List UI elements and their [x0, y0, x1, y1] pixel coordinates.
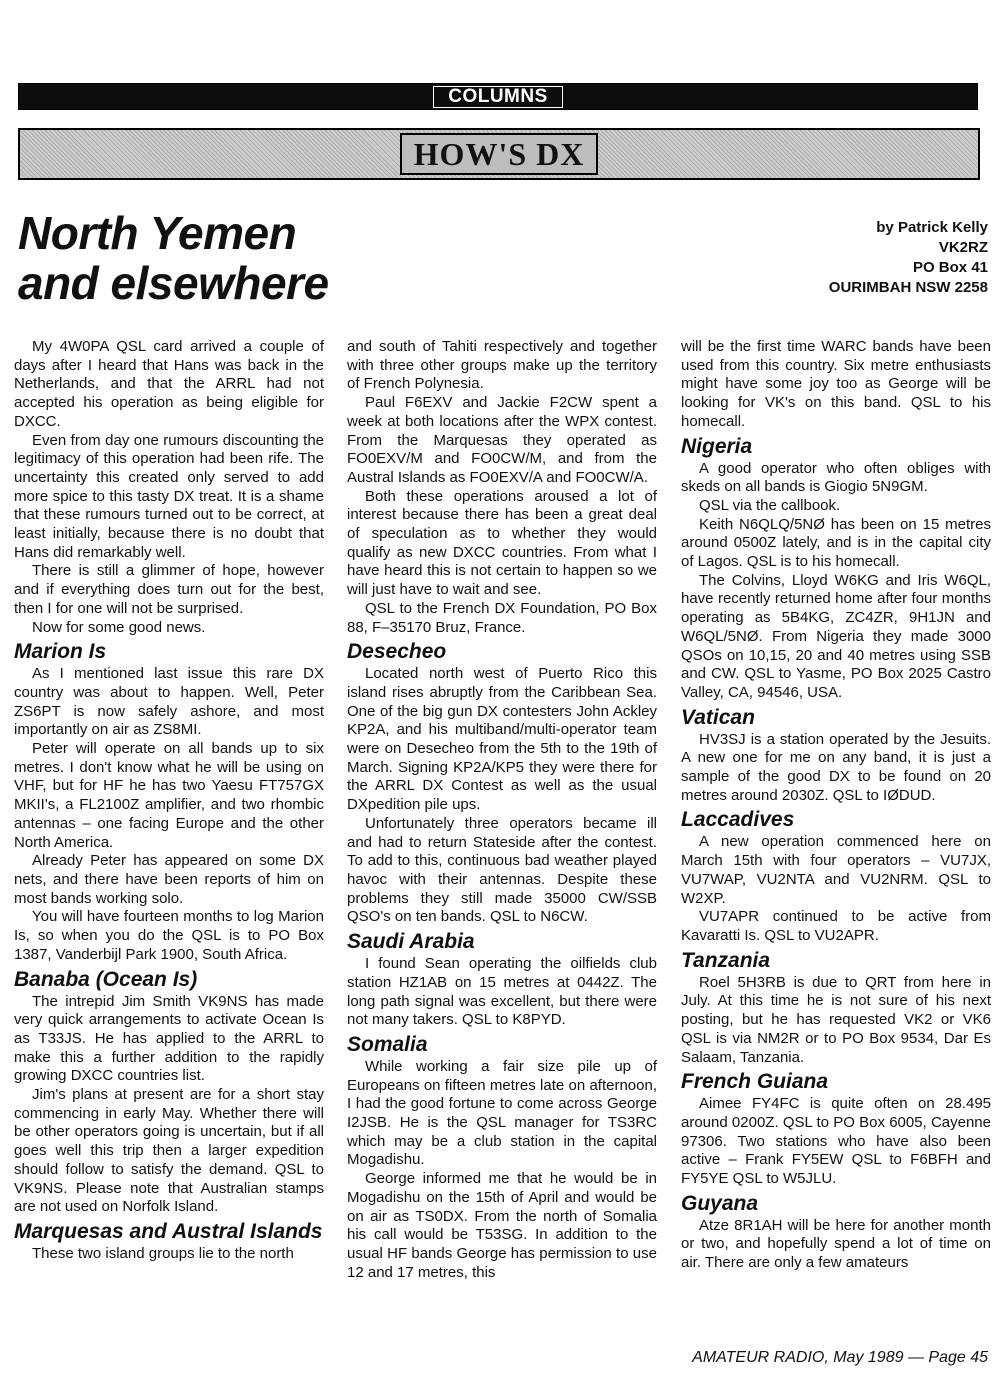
section-label: COLUMNS	[433, 86, 563, 108]
paragraph: Jim's plans at present are for a short stay commencing in early May. Whether there will be other operators going is uncertain, but if all goes well this trip then a larger expedition should follow to satisfy the demand. QSL to VK9NS. Please note that Australian stamps are not used on Norfolk Island.	[14, 1086, 324, 1216]
paragraph: Located north west of Puerto Rico this island rises abruptly from the Caribbean Sea. One of the big gun DX contesters John Ackley KP2A, and his multiband/multi-operator team were on Desecheo from the 5th to the 19th of March. Signing KP2A/KP5 they were there for the ARRL DX Contest as well as the usual DXpedition pile ups.	[347, 665, 657, 814]
column-banner	[18, 128, 980, 180]
paragraph: The Colvins, Lloyd W6KG and Iris W6QL, have recently returned home after four months operating as 5B4KG, ZC4ZR, 9H1JN and W6QL/5NØ. From Nigeria they made 3000 QSOs on 10,15, 20 and 40 metres using SSB and CW. QSL to Yasme, PO Box 2025 Castro Valley, CA, 94546, USA.	[681, 571, 991, 701]
article-title	[18, 208, 578, 308]
section-heading: French Guiana	[681, 1070, 829, 1094]
byline	[668, 218, 988, 298]
column-name: HOW'S DX	[400, 133, 599, 175]
title-line-2: and elsewhere	[18, 257, 329, 309]
paragraph: Already Peter has appeared on some DX nets, and there have been reports of him on most bands working solo.	[14, 852, 324, 907]
paragraph: Paul F6EXV and Jackie F2CW spent a week at both locations after the WPX contest. From the Marquesas they operated as FO0EXV/M and FO0CW/M, and from the Austral Islands as FO0EXV/A and FO0CW/A.	[347, 394, 657, 486]
section-heading: Vatican	[681, 705, 755, 729]
paragraph: These two island groups lie to the north	[32, 1244, 294, 1262]
paragraph: There is still a glimmer of hope, however and if everything does turn out for the best, then I for one will not be surprised.	[14, 562, 324, 617]
column-3	[681, 338, 991, 1273]
paragraph: My 4W0PA QSL card arrived a couple of days after I heard that Hans was back in the Netherlands, and that the ARRL had not accepted his operation as being eligible for DXCC.	[14, 338, 324, 430]
paragraph: A good operator who often obliges with skeds on all bands is Giogio 5N9GM.	[681, 459, 991, 496]
page-footer	[692, 1348, 988, 1368]
paragraph: As I mentioned last issue this rare DX country was about to happen. Well, Peter ZS6PT is now safely ashore, and most importantly on air as ZS8MI.	[14, 665, 324, 739]
paragraph: A new operation commenced here on March 15th with four operators – VU7JX, VU7WAP, VU2NTA and VU2NRM. QSL to W2XP.	[681, 833, 991, 907]
section-heading: Marion Is	[14, 640, 107, 664]
title-line-1: North Yemen	[18, 207, 297, 259]
paragraph: Atze 8R1AH will be here for another month or two, and hopefully spend a lot of time on air. There are only a few amateurs	[681, 1216, 991, 1272]
section-banner	[18, 83, 978, 110]
section-heading: Banaba (Ocean Is)	[14, 967, 198, 991]
paragraph: Even from day one rumours discounting the legitimacy of this operation had been rife. The uncertainty this created only served to add more spice to this tasty DX treat. It is a shame that these rumours turned out to be correct, at least initially, because there is no doubt that Hans did remarkably well.	[14, 431, 324, 561]
issue-and-page: May 1989 — Page 45	[828, 1349, 988, 1366]
column-2	[347, 338, 657, 1282]
paragraph: Peter will operate on all bands up to six metres. I don't know what he will be using on VHF, but for HF he has two Yaesu FT757GX MKII's, a FL2100Z amplifier, and two rhombic antennas – one facing Europe and the other North America.	[14, 740, 324, 851]
magazine-name: AMATEUR RADIO,	[692, 1349, 829, 1366]
paragraph: QSL via the callbook.	[699, 496, 841, 514]
paragraph: While working a fair size pile up of Europeans on fifteen metres late on afternoon, I had the good fortune to come across George I2JSB. He is the QSL manager for TS3RC which may be a club station in the capital Mogadishu.	[347, 1057, 657, 1169]
section-heading: Laccadives	[681, 808, 795, 832]
paragraph: I found Sean operating the oilfields club station HZ1AB on 15 metres at 0442Z. The long path signal was excellent, but there were not many takers. QSL to K8PYD.	[347, 955, 657, 1029]
byline-author: by Patrick Kelly	[876, 219, 988, 236]
paragraph: Now for some good news.	[32, 618, 206, 636]
section-heading: Somalia	[347, 1032, 428, 1056]
section-heading: Tanzania	[681, 948, 771, 972]
paragraph: The intrepid Jim Smith VK9NS has made very quick arrangements to activate Ocean Is as T33JS. He has applied to the ARRL to make this a further addition to the rapidly growing DXCC countries list.	[14, 992, 324, 1085]
byline-town: OURIMBAH NSW 2258	[828, 279, 988, 296]
byline-callsign: VK2RZ	[938, 239, 988, 256]
paragraph: HV3SJ is a station operated by the Jesuits. A new one for me on any band, it is just a sample of the good DX to be found on 20 metres around 2030Z. QSL to IØDUD.	[681, 730, 991, 804]
paragraph: George informed me that he would be in Mogadishu on the 15th of April and would be on air as TS0DX. From the north of Somalia his call would be T53SG. In addition to the usual HF bands George has permission to use 12 and 17 metres, this	[347, 1170, 657, 1281]
column-1	[14, 338, 324, 1264]
paragraph: Both these operations aroused a lot of interest because there has been a great deal of speculation as to whether they would qualify as new DXCC countries. From what I have heard this is not certain to happen so we will just have to wait and see.	[347, 487, 657, 599]
paragraph: Unfortunately three operators became ill and had to return Stateside after the contest. To add to this, continuous bad weather played havoc with their antennas. Despite these problems they still made 35000 CW/SSB QSO's on ten bands. QSL to N6CW.	[347, 814, 657, 926]
byline-pobox: PO Box 41	[912, 259, 988, 276]
section-heading: Guyana	[681, 1191, 759, 1215]
section-heading: Nigeria	[681, 434, 753, 458]
paragraph: You will have fourteen months to log Marion Is, so when you do the QSL is to PO Box 1387, Vanderbijl Park 1900, South Africa.	[14, 908, 324, 963]
section-heading: Marquesas and Austral Islands	[14, 1219, 323, 1243]
section-heading: Saudi Arabia	[347, 930, 475, 954]
paragraph: and south of Tahiti respectively and together with three other groups make up the territory of French Polynesia.	[347, 338, 657, 393]
paragraph: will be the first time WARC bands have been used from this country. Six metre enthusiasts might have some joy too as George will be looking for VK's on this band. QSL to his homecall.	[681, 338, 991, 430]
paragraph: VU7APR continued to be active from Kavaratti Is. QSL to VU2APR.	[681, 908, 991, 944]
paragraph: Aimee FY4FC is quite often on 28.495 around 0200Z. QSL to PO Box 6005, Cayenne 97306. Two stations who have also been active – Frank FY5EW QSL to F6BFH and FY5YE QSL to W5JLU.	[681, 1095, 991, 1188]
paragraph: Roel 5H3RB is due to QRT from here in July. At this time he is not sure of his next posting, but he has requested VK2 or VK6 QSL is via NM2R or to PO Box 9534, Dar Es Salaam, Tanzania.	[681, 973, 991, 1066]
section-heading: Desecheo	[347, 640, 447, 664]
paragraph: Keith N6QLQ/5NØ has been on 15 metres around 0500Z lately, and is in the capital city of Lagos. QSL is to his homecall.	[681, 515, 991, 571]
paragraph: QSL to the French DX Foundation, PO Box 88, F–35170 Bruz, France.	[347, 599, 657, 636]
